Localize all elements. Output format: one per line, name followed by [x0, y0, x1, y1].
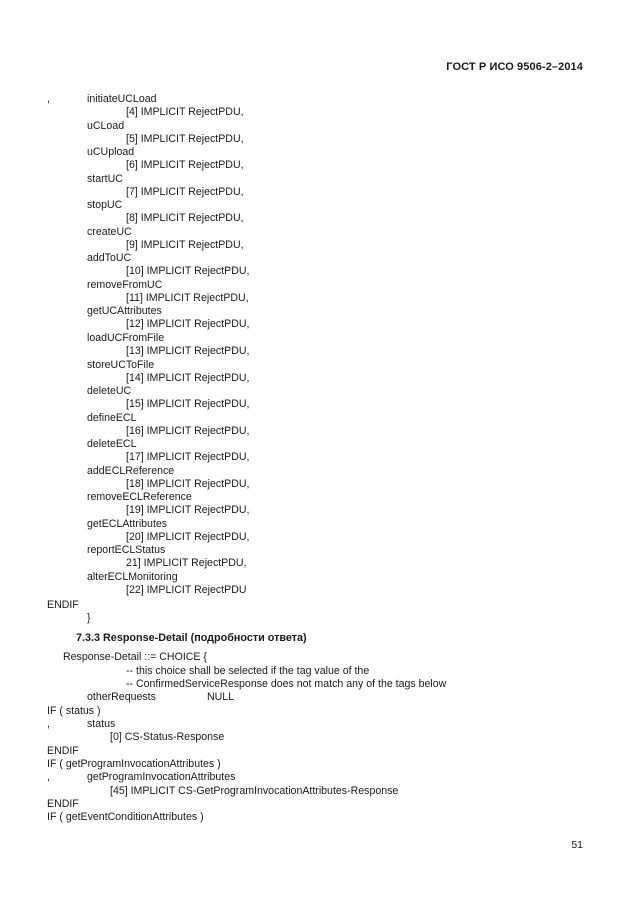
service-name: reportECLStatus [87, 544, 166, 557]
endif-keyword: ENDIF [47, 798, 79, 810]
endif-keyword: ENDIF [47, 745, 79, 757]
reject-pdu-tag: [5] IMPLICIT RejectPDU, [126, 132, 244, 145]
reject-pdu-tag: [20] IMPLICIT RejectPDU, [126, 530, 250, 543]
reject-pdu-tag: [16] IMPLICIT RejectPDU, [126, 424, 250, 437]
if-condition: IF ( getProgramInvocationAttributes ) [47, 758, 221, 770]
reject-pdu-tag: [4] IMPLICIT RejectPDU, [126, 106, 244, 118]
list-separator: , [47, 93, 50, 105]
list-separator: , [47, 771, 50, 783]
choice-alternative-type: [45] IMPLICIT CS-GetProgramInvocationAttributes-Response [110, 785, 399, 797]
asn-comment: -- ConfirmedServiceResponse does not match any of the tags below [126, 678, 447, 690]
service-name: createUC [87, 225, 132, 238]
reject-pdu-tag: [13] IMPLICIT RejectPDU, [126, 344, 250, 357]
reject-pdu-tag: [11] IMPLICIT RejectPDU, [126, 291, 249, 304]
service-name: deleteECL [87, 438, 137, 451]
reject-pdu-tag: [10] IMPLICIT RejectPDU, [126, 265, 250, 278]
service-name: defineECL [87, 411, 137, 424]
section-heading: 7.3.3 Response-Detail (подробности ответа) [76, 632, 307, 644]
list-separator: , [47, 718, 50, 730]
service-name: addToUC [87, 252, 132, 265]
choice-alternative-name: getProgramInvocationAttributes [87, 771, 236, 783]
if-condition: IF ( status ) [47, 705, 101, 717]
asn-comment: -- this choice shall be selected if the tag value of the [126, 665, 370, 677]
reject-pdu-tag: [19] IMPLICIT RejectPDU, [126, 504, 250, 517]
reject-pdu-tag: [12] IMPLICIT RejectPDU, [126, 318, 250, 331]
document-header: ГОСТ Р ИСО 9506-2–2014 [446, 61, 583, 73]
choice-alternative-name: status [87, 718, 116, 730]
reject-pdu-tag: [9] IMPLICIT RejectPDU, [126, 238, 244, 251]
choice-definition: Response-Detail ::= CHOICE { [63, 651, 207, 663]
reject-pdu-tag: [8] IMPLICIT RejectPDU, [126, 212, 244, 225]
choice-alternative-name: otherRequests [87, 691, 156, 703]
service-name: getUCAttributes [87, 305, 162, 318]
choice-alternative-type: NULL [207, 691, 235, 703]
service-name: stopUC [87, 199, 123, 212]
service-name: removeECLReference [87, 491, 192, 504]
reject-pdu-tag: [6] IMPLICIT RejectPDU, [126, 159, 244, 172]
service-name: removeFromUC [87, 278, 163, 291]
service-name: initiateUCLoad [87, 93, 157, 105]
reject-pdu-tag: 21] IMPLICIT RejectPDU, [126, 557, 247, 570]
choice-alternative-type: [0] CS-Status-Response [110, 731, 225, 743]
reject-pdu-tag: [17] IMPLICIT RejectPDU, [126, 451, 250, 464]
page-number: 51 [571, 839, 583, 851]
if-condition: IF ( getEventConditionAttributes ) [47, 811, 204, 823]
reject-pdu-tag: [18] IMPLICIT RejectPDU, [126, 477, 250, 490]
service-name: uCUpload [87, 146, 135, 159]
reject-pdu-tag: [14] IMPLICIT RejectPDU, [126, 371, 250, 384]
service-name: storeUCToFile [87, 358, 155, 371]
endif-keyword: ENDIF [47, 599, 79, 611]
service-name: getECLAttributes [87, 517, 168, 530]
service-name: deleteUC [87, 385, 132, 398]
service-name: loadUCFromFile [87, 331, 165, 344]
service-name: uCLoad [87, 119, 125, 132]
reject-pdu-tag: [7] IMPLICIT RejectPDU, [126, 185, 244, 198]
reject-pdu-tag: [15] IMPLICIT RejectPDU, [126, 398, 250, 411]
service-name: addECLReference [87, 464, 175, 477]
closing-brace: } [87, 612, 91, 624]
service-name: startUC [87, 172, 123, 185]
service-name: alterECLMonitoring [87, 570, 178, 583]
reject-pdu-tag: [22] IMPLICIT RejectPDU [126, 583, 247, 596]
